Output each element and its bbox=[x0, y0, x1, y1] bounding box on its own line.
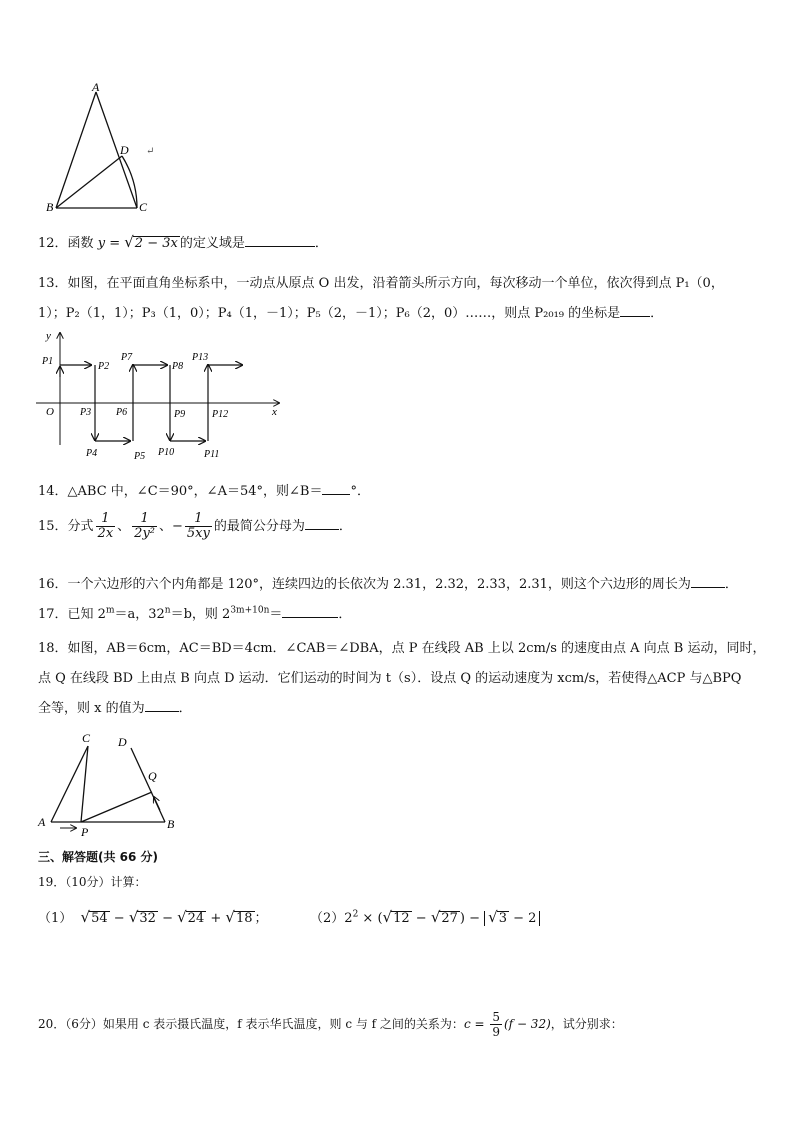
q15-f2-numerator: 1 bbox=[132, 512, 157, 527]
q17-answer-blank[interactable] bbox=[282, 605, 338, 618]
q17-exp2: n bbox=[164, 605, 171, 616]
origin-label: O bbox=[46, 406, 54, 418]
question-18-line1: 18．如图，AB＝6cm，AC＝BD＝4cm．∠CAB＝∠DBA，点 P 在线段 AB 上以 2cm/s 的速度由点 A 向点 B 运动，同时， bbox=[38, 641, 766, 656]
q17-mid1: ＝a，32 bbox=[114, 607, 165, 622]
q18-answer-blank[interactable] bbox=[145, 699, 179, 712]
point-p1: P1 bbox=[42, 356, 54, 367]
q19-p2-exp: 2 bbox=[352, 909, 359, 920]
point-p12: P12 bbox=[212, 409, 229, 420]
q18-figure bbox=[34, 728, 184, 838]
fig18-label-b: B bbox=[167, 817, 175, 831]
question-18-line3 bbox=[38, 697, 192, 716]
q12-y: y bbox=[97, 236, 106, 251]
question-13-line1: 13．如图，在平面直角坐标系中，一动点从原点 O 出发，沿着箭头所示方向，每次移动一个单位，依次得到点 P₁（0， bbox=[38, 276, 724, 291]
q19-p2-label: （2） bbox=[310, 911, 345, 926]
point-p7: P7 bbox=[121, 352, 133, 363]
point-p2: P2 bbox=[98, 361, 110, 372]
q15-f1-denominator: 2x bbox=[97, 526, 114, 541]
q19-p1-r3: 24 bbox=[187, 911, 205, 926]
q16-end: ． bbox=[724, 577, 738, 592]
question-19-part2 bbox=[310, 907, 540, 926]
point-p11: P11 bbox=[204, 449, 220, 460]
q17-end: ． bbox=[338, 607, 352, 622]
question-13-line2 bbox=[38, 302, 663, 321]
q15-post: 的最简公分母为 bbox=[213, 519, 305, 534]
fig18-label-c: C bbox=[82, 731, 91, 745]
q12-end: ． bbox=[314, 236, 328, 251]
fig11-label-d: D bbox=[120, 143, 129, 157]
q20-fraction bbox=[490, 1010, 502, 1039]
q12-eq: = bbox=[105, 236, 125, 251]
question-17 bbox=[38, 603, 351, 622]
q19-p2-minus: − bbox=[411, 911, 431, 926]
sqrt-icon: √ bbox=[225, 908, 235, 926]
point-p4: P4 bbox=[86, 448, 98, 459]
q20-post: ，试分别求： bbox=[550, 1017, 623, 1031]
q20-paren: (f − 32) bbox=[504, 1017, 551, 1031]
q18-line3-text: 全等，则 x 的值为 bbox=[38, 701, 145, 716]
q20-c: c bbox=[463, 1017, 471, 1031]
q19-p1-r1: 54 bbox=[91, 911, 108, 926]
sqrt-icon: √ bbox=[382, 908, 393, 926]
q16-answer-blank[interactable] bbox=[691, 575, 725, 588]
q15-f3-denominator: 5xy bbox=[186, 526, 210, 541]
q14-answer-blank[interactable] bbox=[322, 482, 350, 495]
q17-mid3: ＝ bbox=[269, 607, 283, 622]
q19-p1-op1: − bbox=[109, 911, 129, 926]
q14-text: 14．△ABC 中，∠C＝90°，∠A＝54°，则∠B＝ bbox=[38, 484, 323, 499]
question-15 bbox=[38, 512, 352, 541]
q13-line2-text: 1）；P₂（1，1）；P₃（1，0）；P₄（1，－1）；P₅（2，－1）；P₆（2，0）……，则点 P₂₀₁₉ 的坐标是 bbox=[38, 306, 621, 321]
sqrt-icon: √ bbox=[177, 908, 187, 926]
q15-answer-blank[interactable] bbox=[305, 517, 339, 530]
q12-radicand: 2 − 3x bbox=[134, 236, 178, 251]
q15-fraction-3 bbox=[185, 512, 212, 541]
section-3-heading: 三、解答题(共 66 分) bbox=[38, 850, 159, 864]
point-p9: P9 bbox=[174, 409, 186, 420]
q19-p1-op3: + bbox=[206, 911, 226, 926]
q13-path-figure bbox=[36, 325, 286, 465]
q13-answer-blank[interactable] bbox=[620, 304, 650, 317]
question-16 bbox=[38, 573, 738, 592]
q14-end: °． bbox=[350, 484, 370, 499]
question-19-part1 bbox=[38, 907, 268, 926]
q15-f3-numerator: 1 bbox=[185, 512, 212, 527]
q19-p2-abs-rest: − 2 bbox=[509, 911, 537, 926]
point-p6: P6 bbox=[116, 407, 128, 418]
q19-p2-base: 2 bbox=[344, 911, 353, 926]
q20-denominator: 9 bbox=[492, 1025, 500, 1039]
q15-fraction-1 bbox=[96, 512, 116, 541]
q19-p2-times: × ( bbox=[358, 911, 383, 926]
sqrt-icon: √ bbox=[488, 908, 498, 926]
point-p3: P3 bbox=[80, 407, 92, 418]
q12-answer-blank[interactable] bbox=[245, 234, 315, 247]
question-20 bbox=[38, 1010, 623, 1039]
q20-numerator: 5 bbox=[492, 1010, 500, 1024]
q16-text: 16．一个六边形的六个内角都是 120°，连续四边的长依次为 2.31，2.32，2.33，2.31，则这个六边形的周长为 bbox=[38, 577, 691, 592]
q18-end: ． bbox=[178, 701, 192, 716]
q19-p2-abs-r: 3 bbox=[498, 911, 507, 926]
q15-f1-numerator: 1 bbox=[96, 512, 116, 527]
q19-p1-r2: 32 bbox=[139, 911, 156, 926]
q12-pre: 函数 bbox=[67, 236, 94, 251]
question-12 bbox=[38, 232, 328, 251]
fig11-label-c: C bbox=[139, 200, 148, 214]
sqrt-icon: √ bbox=[124, 233, 134, 251]
point-p10: P10 bbox=[158, 447, 175, 458]
fig18-label-d: D bbox=[118, 735, 127, 749]
q19-p1-r4: 18 bbox=[235, 911, 253, 926]
q17-mid2: ＝b，则 2 bbox=[170, 607, 231, 622]
sqrt-icon: √ bbox=[430, 908, 441, 926]
fig11-label-a: A bbox=[92, 80, 100, 94]
q19-p2-r1: 12 bbox=[393, 911, 410, 926]
q17-exp1: m bbox=[105, 605, 115, 616]
q17-pre: 17．已知 2 bbox=[38, 607, 106, 622]
q15-end: ． bbox=[338, 519, 352, 534]
point-p5: P5 bbox=[134, 451, 146, 462]
q19-p1-label: （1） bbox=[38, 911, 73, 926]
q20-pre: 20．（6分）如果用 c 表示摄氏温度，f 表示华氏温度，则 c 与 f 之间的关系为： bbox=[38, 1017, 464, 1031]
fig11-label-b: B bbox=[46, 200, 54, 214]
q20-eq: = bbox=[470, 1017, 489, 1031]
q19-p2-r2: 27 bbox=[441, 911, 458, 926]
q19-p2-close: ) − bbox=[459, 911, 485, 926]
q15-f2-denominator: 2y² bbox=[134, 526, 155, 541]
q11-triangle-figure bbox=[40, 80, 170, 215]
axis-x-label: x bbox=[272, 406, 277, 418]
question-19-head: 19．（10分）计算： bbox=[38, 875, 147, 889]
fig18-label-q: Q bbox=[148, 769, 157, 783]
sqrt-icon: √ bbox=[128, 908, 139, 926]
q15-fraction-2 bbox=[132, 512, 157, 541]
fig18-label-p: P bbox=[81, 825, 89, 838]
sqrt-icon: √ bbox=[80, 908, 91, 926]
q13-end: ． bbox=[650, 306, 664, 321]
q12-post: 的定义域是 bbox=[179, 236, 245, 251]
return-mark: ↵ bbox=[146, 146, 155, 157]
q19-p1-op2: − bbox=[157, 911, 178, 926]
point-p8: P8 bbox=[172, 361, 184, 372]
fig18-label-a: A bbox=[38, 815, 46, 829]
point-p13: P13 bbox=[192, 352, 209, 363]
axis-y-label: y bbox=[46, 330, 51, 342]
q17-exp3: 3m+10n bbox=[230, 605, 270, 616]
q19-p1-end: ； bbox=[254, 911, 268, 926]
q15-sep1: 、 bbox=[117, 519, 131, 534]
q19-p2-absolute bbox=[484, 908, 540, 926]
q15-number: 15．分式 bbox=[38, 519, 94, 534]
question-14 bbox=[38, 480, 370, 499]
question-18-line2: 点 Q 在线段 BD 上由点 B 向点 D 运动．它们运动的时间为 t（s）．设点 Q 的运动速度为 xcm/s，若使得△ACP 与△BPQ bbox=[38, 671, 742, 686]
q12-number: 12． bbox=[38, 236, 68, 251]
q15-sep2: 、− bbox=[159, 519, 183, 534]
